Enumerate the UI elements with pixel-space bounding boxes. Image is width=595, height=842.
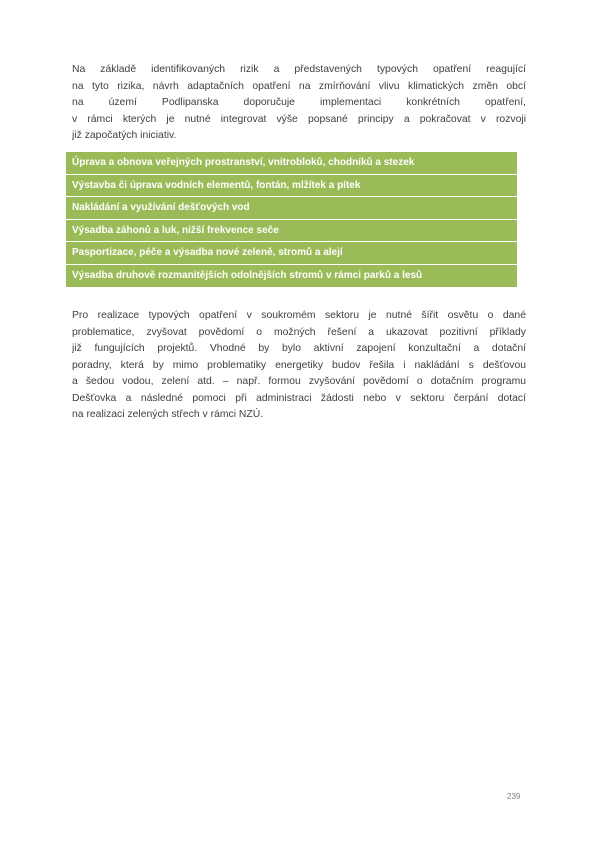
outro-line: Pro realizace typových opatření v soukromém sektoru je nutné šířit osvětu o dané [72, 310, 526, 321]
measures-table [66, 152, 517, 287]
outro-line: již fungujících projektů. Vhodné by bylo aktivní zapojení konzultační a dotační [72, 343, 526, 354]
outro-paragraph [72, 308, 526, 424]
measure-row: Výsadba druhově rozmanitějších odolnějších stromů v rámci parků a lesů [72, 269, 423, 281]
intro-line: na území Podlipanska doporučuje implementaci konkrétních opatření, [72, 97, 526, 108]
outro-line: poradny, která by mimo problematiky energetiky budov řešila i nakládání s dešťovou [72, 359, 526, 371]
intro-line: již započatých iniciativ. [72, 130, 177, 141]
measure-row: Pasportizace, péče a výsadba nové zeleně, stromů a alejí [66, 242, 517, 265]
intro-line: v rámci kterých je nutné integrovat výše popsané principy a pokračovat v rozvoji [72, 113, 526, 125]
intro-line: Na základě identifikovaných rizik a představených typových opatření reagující [72, 64, 526, 75]
intro-line: na tyto rizika, návrh adaptačních opatření na zmírňování vlivu klimatických změn obcí [72, 80, 526, 92]
measure-row: Výstavba či úprava vodních elementů, fontán, mlžítek a pítek [66, 175, 517, 198]
measure-row: Úprava a obnova veřejných prostranství, vnitrobloků, chodníků a stezek [66, 152, 517, 175]
outro-line: a šedou vodou, zelení atd. – např. formou zvyšování povědomí o dotačním programu [72, 376, 526, 387]
outro-line: problematice, zvyšovat povědomí o možných řešení a ukazovat pozitivní příklady [72, 326, 526, 338]
page-number: 239 [507, 792, 521, 801]
outro-line: na realizaci zelených střech v rámci NZÚ. [72, 409, 264, 420]
intro-paragraph [72, 62, 526, 145]
outro-line: Dešťovka a následné pomoci při administraci žádosti nebo v sektoru čerpání dotací [72, 392, 526, 404]
measure-row: Výsadba záhonů a luk, nižší frekvence seče [66, 220, 517, 243]
measure-row: Nakládání a využívání dešťových vod [66, 197, 517, 220]
